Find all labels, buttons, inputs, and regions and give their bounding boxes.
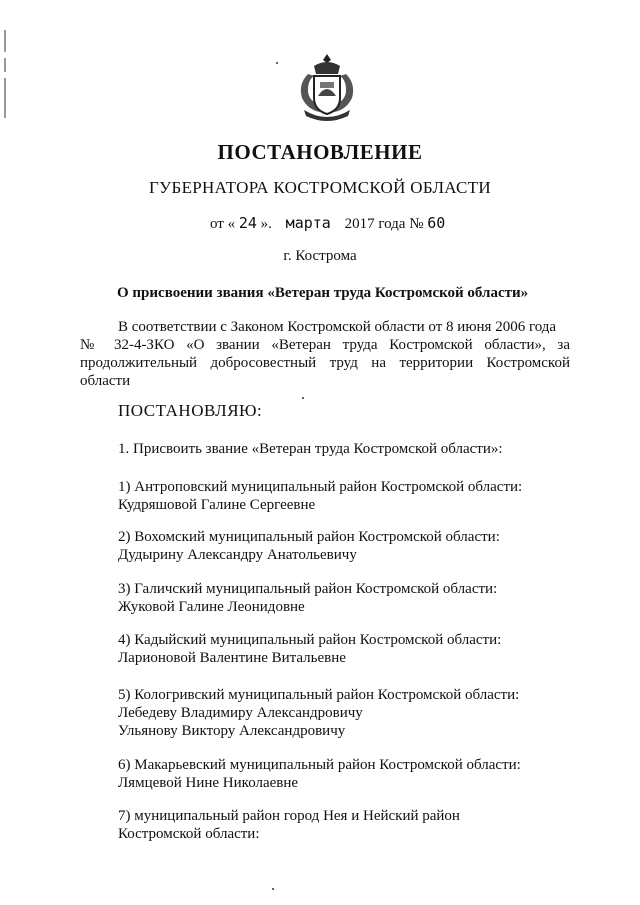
- coat-of-arms-icon: [294, 52, 360, 124]
- preamble-line: В соответствии с Законом Костромской области от 8 июня 2006 года: [118, 319, 557, 335]
- district-block: [118, 478, 522, 514]
- number-sign: №: [409, 216, 424, 232]
- date-day: 24: [238, 214, 257, 232]
- date-year: 2017 года: [344, 216, 406, 232]
- city: г. Кострома: [283, 248, 357, 264]
- date-number-line: [210, 214, 445, 233]
- date-prefix: от «: [210, 216, 236, 232]
- person-name: Ульянову Виктору Александровичу: [118, 723, 346, 739]
- person-name: Кудряшовой Галине Сергеевне: [118, 497, 316, 513]
- district-block: [118, 528, 500, 564]
- document-subject: О присвоении звания «Ветеран труда Костромской области»: [117, 285, 529, 301]
- decree-word: ПОСТАНОВЛЯЮ:: [118, 401, 263, 420]
- person-name: Дудырину Александру Анатольевичу: [118, 547, 357, 563]
- preamble-line: продолжительный добросовестный труд на территории Костромской: [80, 355, 570, 371]
- person-name: Лебедеву Владимиру Александровичу: [118, 705, 363, 721]
- district-block: [118, 686, 519, 740]
- scan-speck: [302, 397, 304, 399]
- district-heading: 4) Кадыйский муниципальный район Костромской области:: [118, 632, 502, 648]
- date-close: ».: [260, 216, 272, 232]
- preamble: [80, 318, 570, 390]
- district-block: [118, 580, 497, 616]
- person-name: Лямцевой Нине Николаевне: [118, 775, 299, 791]
- scan-speck: [276, 62, 278, 64]
- person-name: Ларионовой Валентине Витальевне: [118, 650, 346, 666]
- district-heading: 7) муниципальный район город Нея и Нейский район: [118, 808, 460, 824]
- district-heading: 5) Кологривский муниципальный район Костромской области:: [118, 687, 520, 703]
- district-heading-continued: Костромской области:: [118, 826, 260, 842]
- preamble-line: области: [80, 373, 131, 389]
- item-1: 1. Присвоить звание «Ветеран труда Костромской области»:: [118, 441, 503, 457]
- district-heading: 3) Галичский муниципальный район Костромской области:: [118, 581, 498, 597]
- district-block: [118, 807, 460, 843]
- person-name: Жуковой Галине Леонидовне: [118, 599, 305, 615]
- scan-speck: [272, 888, 274, 890]
- district-block: [118, 756, 521, 792]
- document-number: 60: [427, 214, 446, 232]
- preamble-line: № 32-4-ЗКО «О звании «Ветеран труда Костромской области», за: [80, 337, 570, 353]
- district-block: [118, 631, 501, 667]
- district-heading: 6) Макарьевский муниципальный район Костромской области:: [118, 757, 521, 773]
- date-month: марта: [285, 214, 331, 232]
- document-title: ПОСТАНОВЛЕНИЕ: [217, 140, 423, 164]
- document-issuer: ГУБЕРНАТОРА КОСТРОМСКОЙ ОБЛАСТИ: [149, 178, 491, 197]
- district-heading: 1) Антроповский муниципальный район Костромской области:: [118, 479, 523, 495]
- district-heading: 2) Вохомский муниципальный район Костромской области:: [118, 529, 500, 545]
- scan-edge-marks: [4, 30, 6, 124]
